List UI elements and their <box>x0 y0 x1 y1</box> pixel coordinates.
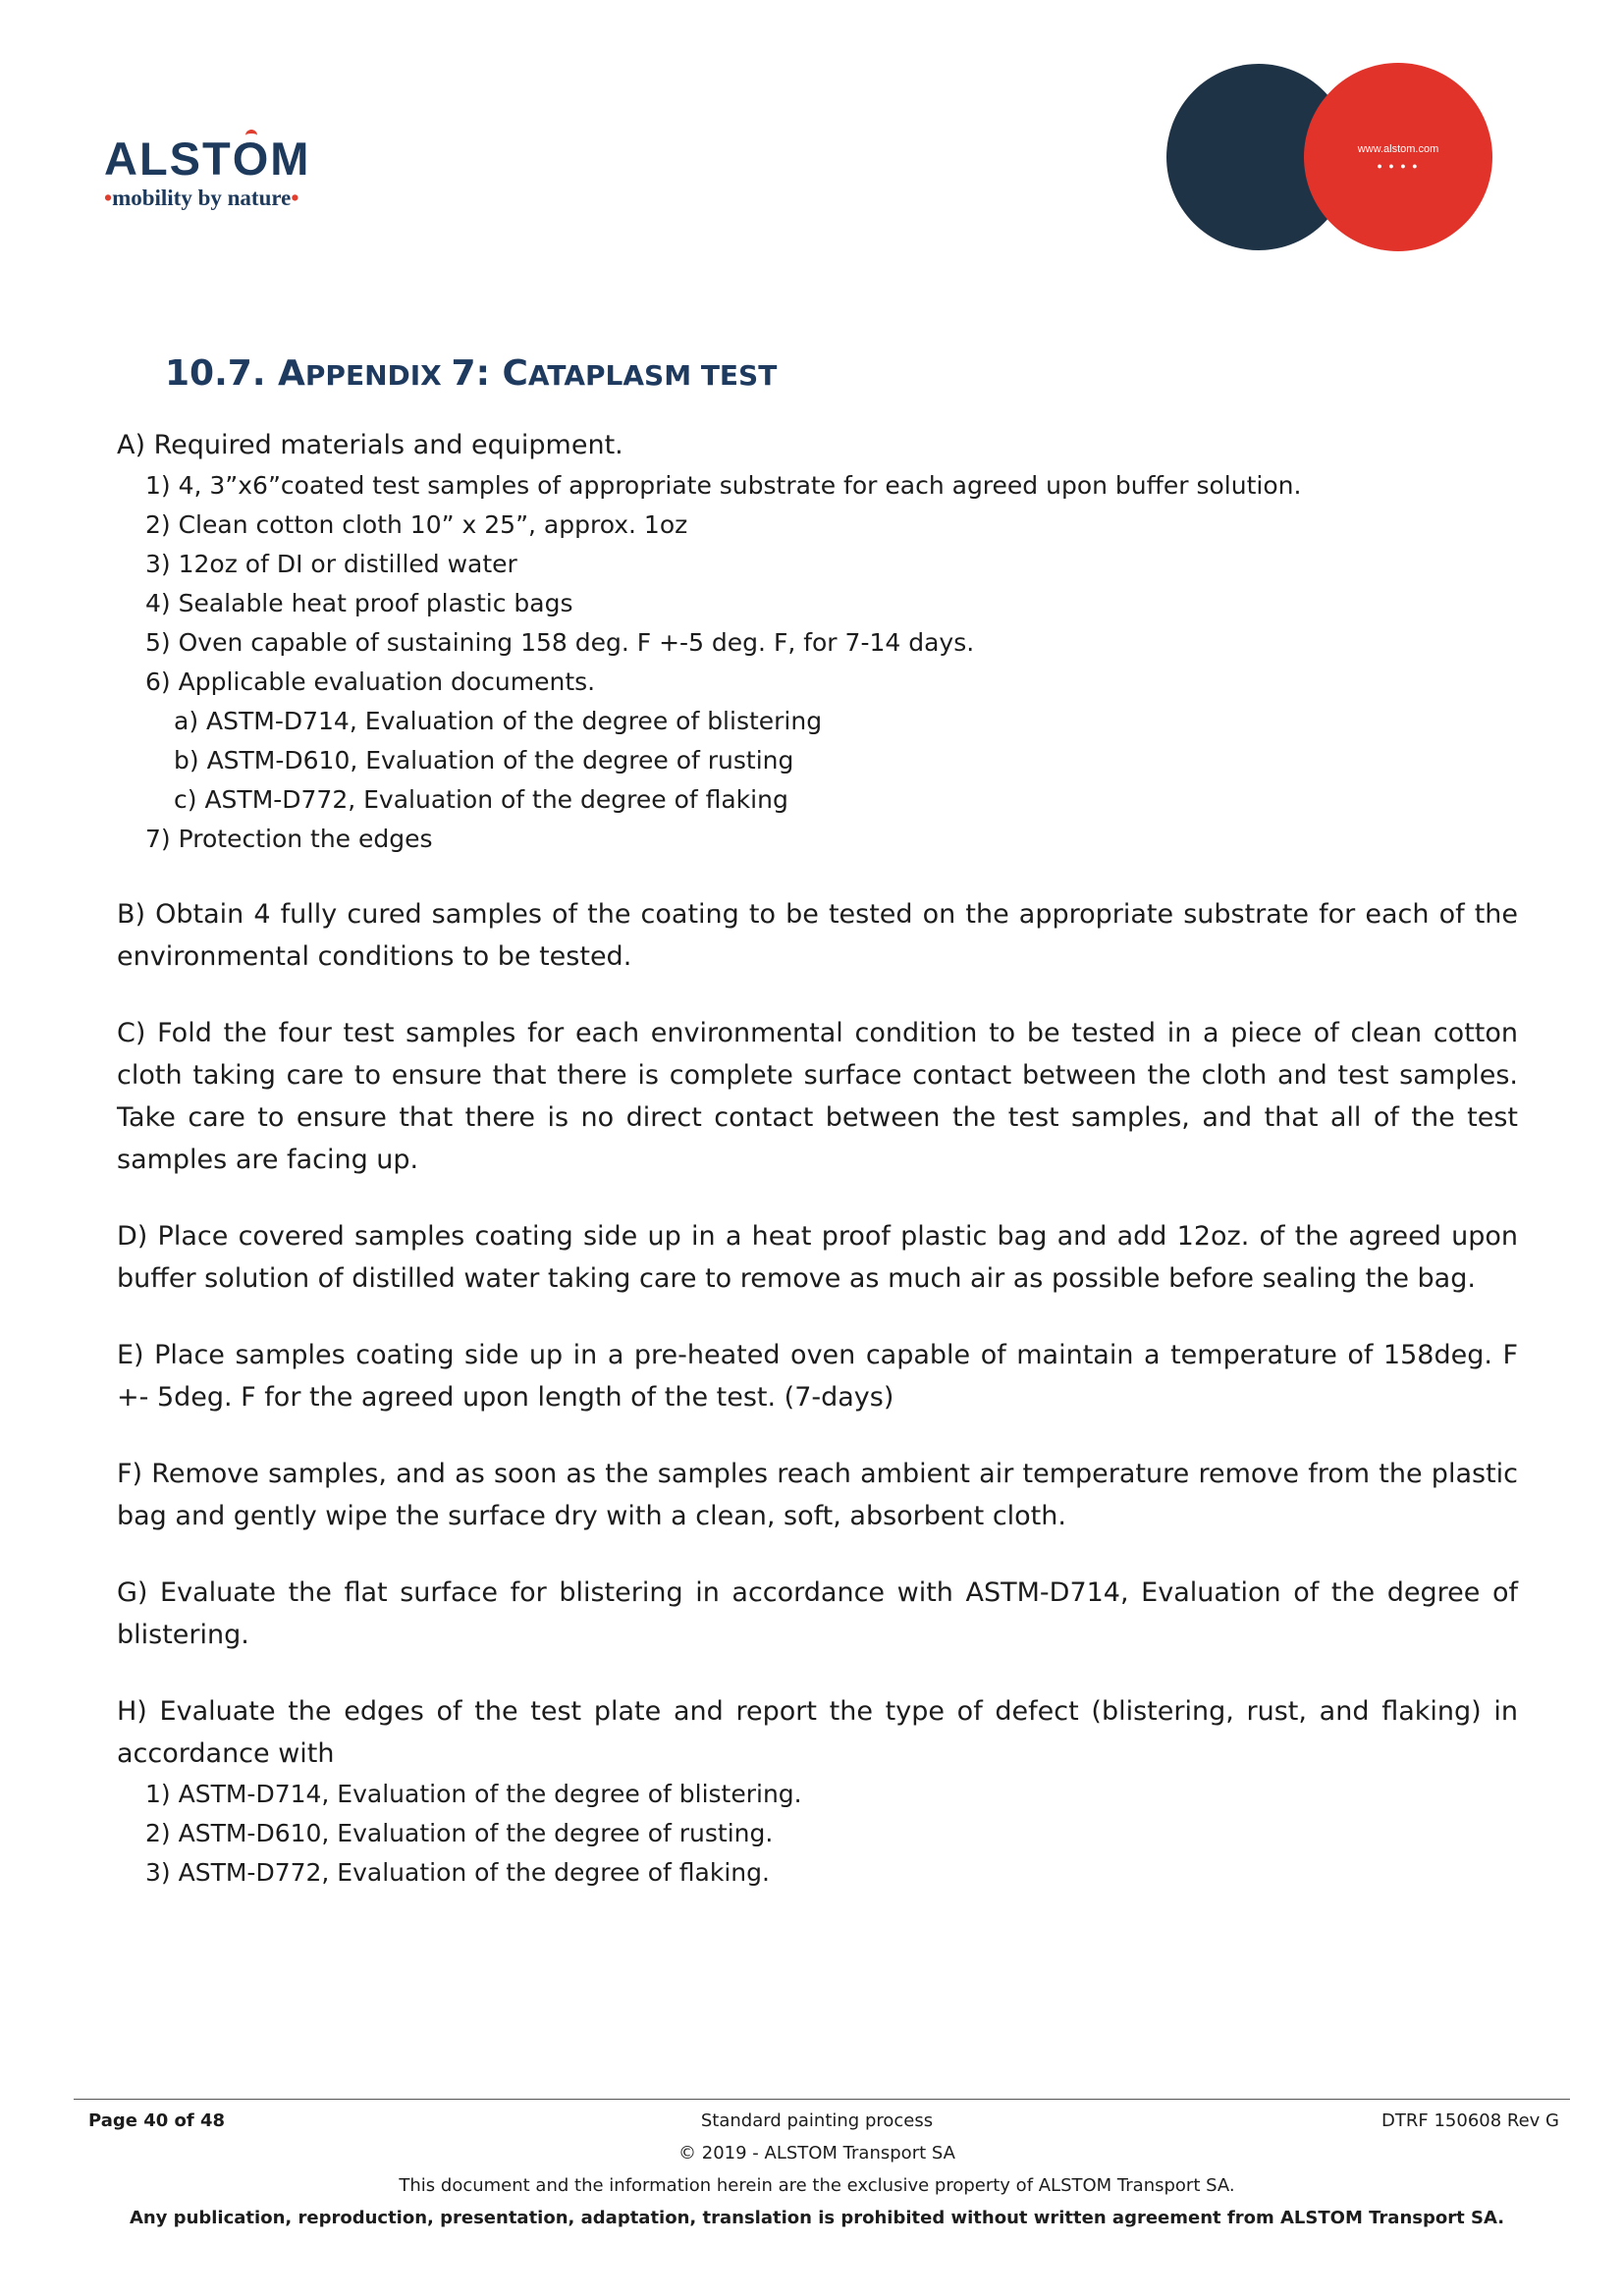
step-b-paragraph: B) Obtain 4 fully cured samples of the coating to be tested on the appropriate substrate for each of the environmental conditions to be tested. <box>117 899 1518 972</box>
red-circle <box>1304 63 1492 251</box>
heading-part: C <box>502 353 528 394</box>
list-item: 2) Clean cotton cloth 10” x 25”, approx. 1oz <box>145 510 688 539</box>
list-item: 3) ASTM-D772, Evaluation of the degree of flaking. <box>145 1858 770 1887</box>
banner-url: www.alstom.com <box>1357 143 1439 155</box>
step-g-paragraph: G) Evaluate the flat surface for blistering in accordance with ASTM-D714, Evaluation of the degree of blistering. <box>117 1577 1518 1650</box>
heading-part: ATAPLASM TEST <box>527 359 778 392</box>
sub-list-item: b) ASTM-D610, Evaluation of the degree of rusting <box>174 746 794 774</box>
list-item: 1) ASTM-D714, Evaluation of the degree of blistering. <box>145 1780 802 1808</box>
logo-dot: • <box>291 186 299 210</box>
sub-list-item: a) ASTM-D714, Evaluation of the degree of blistering <box>174 707 823 735</box>
alstom-logo <box>104 135 340 211</box>
heading-part: PPENDIX <box>304 359 452 392</box>
document-title: Standard painting process <box>700 2110 934 2131</box>
logo-dot: • <box>104 186 113 210</box>
list-item: 6) Applicable evaluation documents. <box>145 667 596 696</box>
list-item: 3) 12oz of DI or distilled water <box>145 550 517 578</box>
step-c-paragraph: C) Fold the four test samples for each environmental condition to be tested in a piece of clean cotton cloth taking care to ensure that there is complete surface contact between the cloth and test samples. Take care to ensure that there is no direct contact between the test samples, and that all of the test samples are facing up. <box>117 1018 1518 1175</box>
list-item: 1) 4, 3”x6”coated test samples of appropriate substrate for each agreed upon buffer solution. <box>145 471 1302 500</box>
property-notice: This document and the information herein are the exclusive property of ALSTOM Transport SA. <box>399 2175 1235 2196</box>
list-item: 2) ASTM-D610, Evaluation of the degree of rusting. <box>145 1819 774 1847</box>
logo-tagline <box>104 186 340 211</box>
logo-wordmark <box>104 133 340 185</box>
logo-tagline-text: mobility by nature <box>112 186 292 210</box>
step-f-paragraph: F) Remove samples, and as soon as the samples reach ambient air temperature remove from the plastic bag and gently wipe the surface dry with a clean, soft, absorbent cloth. <box>117 1459 1518 1531</box>
logo-word-part: ALST <box>104 133 233 185</box>
list-item: 7) Protection the edges <box>145 825 433 853</box>
brand-circles <box>1166 61 1496 253</box>
section-heading <box>165 353 777 394</box>
list-item: 5) Oven capable of sustaining 158 deg. F +-5 deg. F, for 7-14 days. <box>145 628 975 657</box>
logo-word-part: M <box>270 133 311 185</box>
footer-divider <box>74 2099 1570 2100</box>
document-reference: DTRF 150608 Rev G <box>1381 2110 1559 2131</box>
heading-part: 7: <box>451 353 503 394</box>
page-number: Page 40 of 48 <box>88 2110 226 2131</box>
copyright-notice: © 2019 - ALSTOM Transport SA <box>678 2143 955 2163</box>
logo-word-o: O <box>232 133 271 185</box>
social-icons: ● ● ● ● <box>1377 161 1420 171</box>
step-a-heading: A) Required materials and equipment. <box>117 430 623 460</box>
heading-part: A <box>278 353 305 394</box>
step-e-paragraph: E) Place samples coating side up in a pre-heated oven capable of maintain a temperature of 158deg. F +- 5deg. F for the agreed upon length of the test. (7-days) <box>117 1340 1518 1413</box>
prohibition-notice: Any publication, reproduction, presentation, adaptation, translation is prohibited without written agreement from ALSTOM Transport SA. <box>129 2208 1505 2228</box>
sub-list-item: c) ASTM-D772, Evaluation of the degree of flaking <box>174 785 788 814</box>
step-h-paragraph: H) Evaluate the edges of the test plate and report the type of defect (blistering, rust, and flaking) in accordance with <box>117 1696 1518 1769</box>
list-item: 4) Sealable heat proof plastic bags <box>145 589 573 617</box>
section-number: 10.7. <box>165 353 279 394</box>
document-body <box>117 424 1518 1893</box>
step-d-paragraph: D) Place covered samples coating side up in a heat proof plastic bag and add 12oz. of the agreed upon buffer solution of distilled water taking care to remove as much air as possible before sealing the bag. <box>117 1221 1518 1294</box>
